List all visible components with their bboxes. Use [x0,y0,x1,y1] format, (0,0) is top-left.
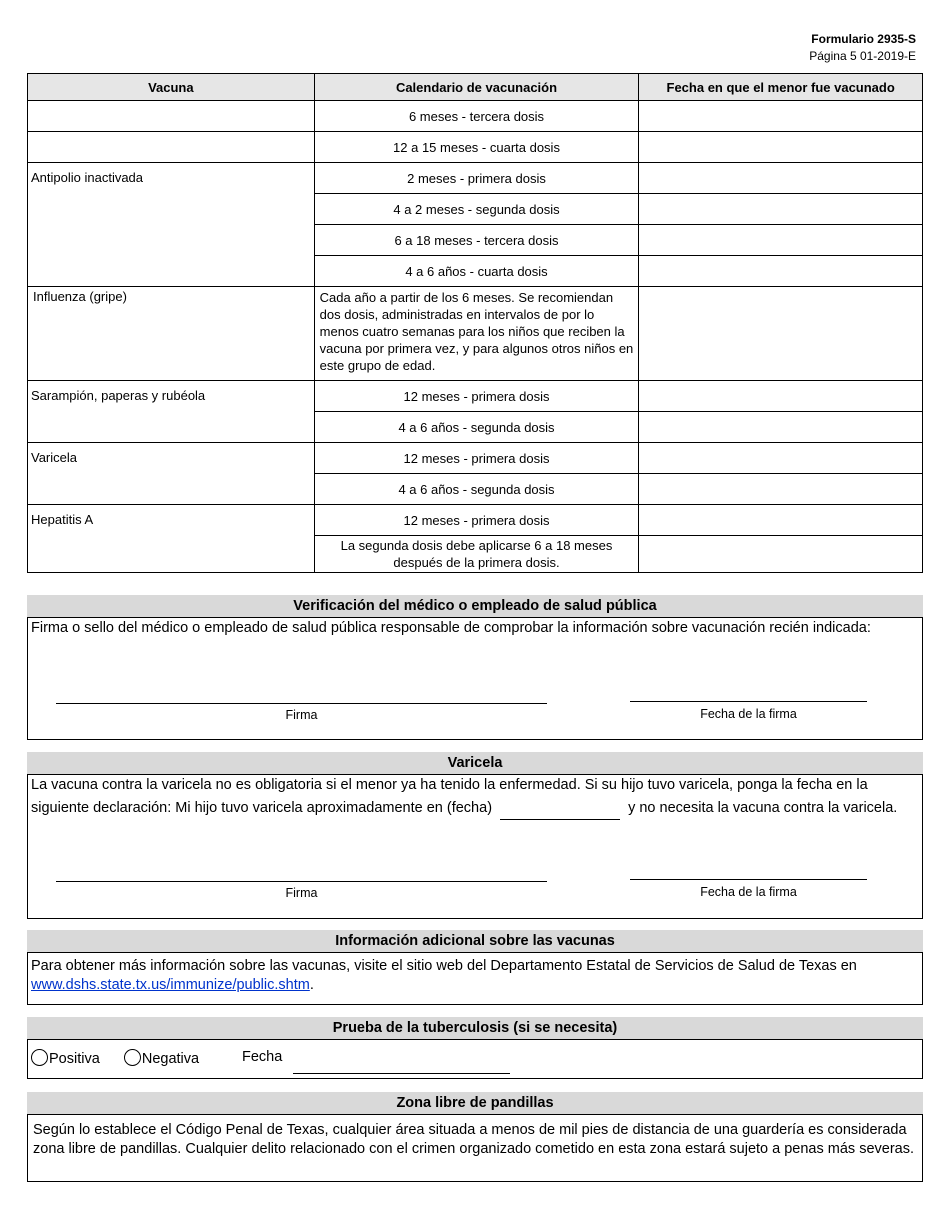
period: . [309,977,314,993]
section-title: Prueba de la tuberculosis (si se necesita) [27,1017,923,1039]
vaccine-name: Influenza (gripe) [28,287,315,381]
schedule-cell: 12 a 15 meses - cuarta dosis [314,132,639,163]
vaccine-name: Antipolio inactivada [28,163,315,287]
signature-date-label: Fecha de la firma [700,707,797,721]
schedule-cell: 12 meses - primera dosis [314,443,639,474]
section-body [27,1114,923,1182]
date-entry-cell[interactable] [639,256,923,287]
varicela-section [27,752,923,919]
positive-radio[interactable] [31,1049,48,1066]
negative-radio[interactable] [124,1049,141,1066]
dshs-link[interactable]: www.dshs.state.tx.us/immunize/public.shtm [31,977,310,993]
varicela-statement: La vacuna contra la varicela no es obligatoria si el menor ya ha tenido la enfermedad. Si su hijo tuvo varicela, ponga la fecha en la siguiente declaración: Mi hijo tuvo varicela aproximadamente en (fecha) [31,777,868,816]
date-entry-cell[interactable] [639,194,923,225]
section-title: Varicela [27,752,923,774]
schedule-cell: 4 a 2 meses - segunda dosis [314,194,639,225]
section-body [27,617,923,740]
schedule-cell: 6 a 18 meses - tercera dosis [314,225,639,256]
signature-date-line[interactable] [630,701,867,702]
schedule-cell: 12 meses - primera dosis [314,505,639,536]
schedule-cell: 4 a 6 años - cuarta dosis [314,256,639,287]
verification-text: Firma o sello del médico o empleado de salud pública responsable de comprobar la información sobre vacunación recién indicada: [31,620,871,636]
table-row [28,505,923,536]
date-entry-cell[interactable] [639,505,923,536]
schedule-cell: 4 a 6 años - segunda dosis [314,412,639,443]
vaccine-table [27,73,923,573]
schedule-cell: 6 meses - tercera dosis [314,101,639,132]
date-entry-cell[interactable] [639,101,923,132]
schedule-cell: Cada año a partir de los 6 meses. Se recomiendan dos dosis, administradas en intervalos de por lo menos cuatro semanas para los niños que reciben la vacuna por primera vez, y para algunos otros niños en este grupo de edad. [314,287,639,381]
tb-date-label: Fecha [242,1049,283,1065]
verification-section [27,595,923,740]
date-entry-cell[interactable] [639,381,923,412]
signature-label: Firma [285,708,318,722]
date-entry-cell[interactable] [639,536,923,573]
table-row [28,443,923,474]
vaccine-name: Varicela [28,443,315,505]
table-row [28,132,923,163]
varicela-date-blank[interactable] [500,795,620,820]
col-vacuna: Vacuna [28,74,315,101]
date-entry-cell[interactable] [639,412,923,443]
vaccine-name: Hepatitis A [28,505,315,573]
signature-date-line[interactable] [630,879,867,880]
table-row [28,163,923,194]
section-title: Información adicional sobre las vacunas [27,930,923,952]
varicela-statement-end: y no necesita la vacuna contra la varicela. [628,800,898,816]
signature-line[interactable] [56,703,547,704]
signature-line[interactable] [56,881,547,882]
col-calendario: Calendario de vacunación [314,74,639,101]
section-title: Zona libre de pandillas [27,1092,923,1114]
signature-label: Firma [285,886,318,900]
col-fecha: Fecha en que el menor fue vacunado [639,74,923,101]
table-row [28,381,923,412]
table-row [28,287,923,381]
section-body [27,952,923,1005]
schedule-cell: 12 meses - primera dosis [314,381,639,412]
gang-zone-text: Según lo establece el Código Penal de Texas, cualquier área situada a menos de mil pies de distancia de una guardería es considerada zona libre de pandillas. Cualquier delito relacionado con el crimen organizado cometido en esta zona estará sujeto a penas más severas. [33,1122,914,1157]
section-body [27,774,923,919]
section-body [27,1039,923,1079]
signature-date-label: Fecha de la firma [700,885,797,899]
schedule-cell: 2 meses - primera dosis [314,163,639,194]
section-title: Verificación del médico o empleado de salud pública [27,595,923,617]
info-text: Para obtener más información sobre las vacunas, visite el sitio web del Departamento Estatal de Servicios de Salud de Texas en [31,958,857,974]
vaccine-cell [28,132,315,163]
schedule-cell: La segunda dosis debe aplicarse 6 a 18 meses después de la primera dosis. [314,536,639,573]
gang-zone-section [27,1092,923,1182]
tb-section [27,1017,923,1079]
tb-date-line[interactable] [293,1073,510,1074]
page-number: Página 5 01-2019-E [809,49,916,63]
vaccine-cell [28,101,315,132]
varicela-text [31,776,919,820]
vaccine-name: Sarampión, paperas y rubéola [28,381,315,443]
table-header-row [28,74,923,101]
schedule-cell: 4 a 6 años - segunda dosis [314,474,639,505]
form-number: Formulario 2935-S [811,32,916,46]
date-entry-cell[interactable] [639,287,923,381]
table-row [28,101,923,132]
date-entry-cell[interactable] [639,443,923,474]
form-header [809,31,916,65]
date-entry-cell[interactable] [639,474,923,505]
negative-label: Negativa [141,1051,200,1067]
date-entry-cell[interactable] [639,163,923,194]
info-section [27,930,923,1005]
positive-label: Positiva [49,1051,100,1067]
date-entry-cell[interactable] [639,132,923,163]
date-entry-cell[interactable] [639,225,923,256]
